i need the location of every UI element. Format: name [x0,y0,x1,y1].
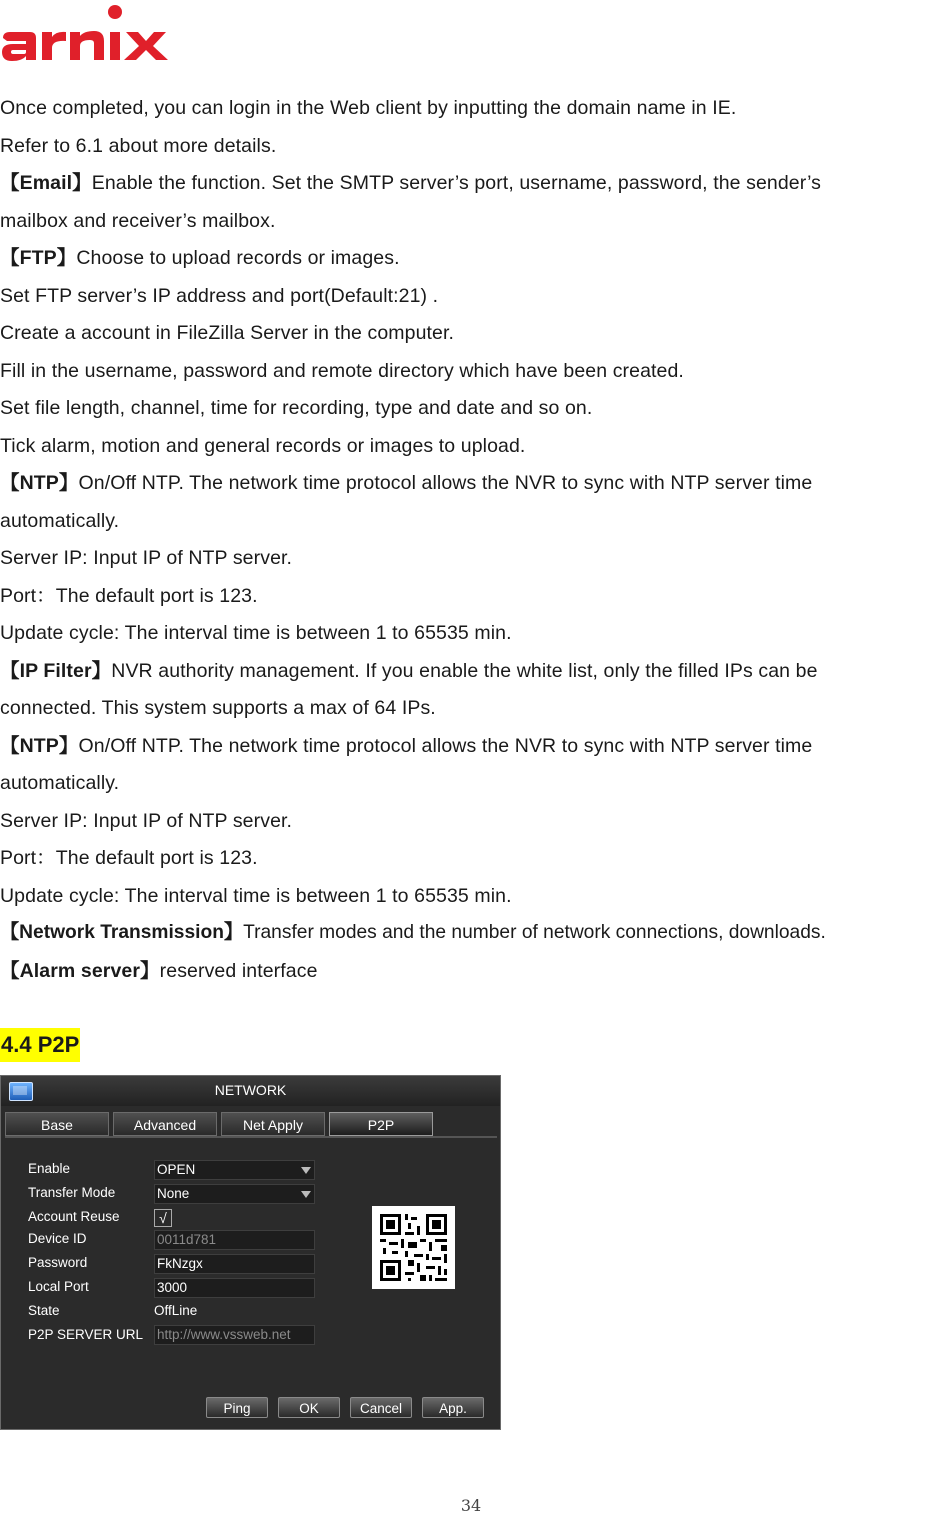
text-line: 【FTP】Choose to upload records or images. [0,247,400,269]
server-url-label: P2P SERVER URL [28,1327,144,1342]
password-label: Password [28,1255,88,1270]
arnix-logo [0,0,172,66]
enable-label: Enable [28,1161,71,1176]
page-number: 34 [460,1496,482,1515]
text-line: Port：The default port is 123. [0,585,258,607]
device-id-label: Device ID [28,1231,87,1246]
transfer-mode-select[interactable] [154,1184,315,1204]
cancel-button[interactable]: Cancel [350,1397,412,1418]
text-line: 【NTP】On/Off NTP. The network time protocol allows the NVR to sync with NTP server time [0,735,813,757]
text-line: Create a account in FileZilla Server in the computer. [0,322,455,344]
password-field[interactable]: FkNzgx [154,1254,315,1274]
window-title: NETWORK [214,1082,287,1098]
qr-code-icon [372,1206,455,1289]
text-line: automatically. [0,772,120,794]
server-url-field: http://www.vssweb.net [154,1325,315,1345]
device-id-field: 0011d781 [154,1230,315,1250]
state-label: State [28,1303,60,1318]
local-port-field[interactable]: 3000 [154,1278,315,1298]
text-line: Refer to 6.1 about more details. [0,135,277,157]
text-line: 【Email】Enable the function. Set the SMTP server’s port, username, password, the sender’s [0,172,822,194]
text-line: 【Network Transmission】Transfer modes and the number of network connections, downloads. [0,922,826,943]
text-line: 【Alarm server】reserved interface [0,960,318,982]
title-bar [1,1076,500,1106]
tab-p2p[interactable]: P2P [329,1112,433,1136]
text-line: Set file length, channel, time for recording, type and date and so on. [0,397,593,419]
tab-net-apply[interactable]: Net Apply [221,1112,325,1136]
tab-base[interactable]: Base [5,1112,109,1136]
tab-advanced[interactable]: Advanced [113,1112,217,1136]
text-line: automatically. [0,510,120,532]
dropdown-arrow-icon [301,1191,311,1198]
text-line: Set FTP server’s IP address and port(Default:21) . [0,285,439,307]
network-window [0,1075,501,1430]
text-line: Server IP: Input IP of NTP server. [0,547,293,569]
text-line: connected. This system supports a max of 64 IPs. [0,697,436,719]
text-line: Update cycle: The interval time is between 1 to 65535 min. [0,622,512,644]
enable-select[interactable] [154,1160,315,1180]
dropdown-arrow-icon [301,1167,311,1174]
text-line: mailbox and receiver’s mailbox. [0,210,276,232]
account-reuse-label: Account Reuse [28,1209,120,1224]
text-line: Fill in the username, password and remote directory which have been created. [0,360,684,382]
text-line: Port：The default port is 123. [0,847,258,869]
ok-button[interactable]: OK [278,1397,340,1418]
ping-button[interactable]: Ping [206,1397,268,1418]
account-reuse-checkbox[interactable]: √ [154,1209,172,1227]
transfer-mode-value: None [157,1186,190,1201]
state-value: OffLine [154,1303,198,1318]
section-heading: 4.4 P2P [0,1028,80,1062]
text-line: 【IP Filter】NVR authority management. If you enable the white list, only the filled IPs can be [0,660,818,682]
tab-bar [5,1112,497,1138]
text-line: Tick alarm, motion and general records or images to upload. [0,435,526,457]
transfer-mode-label: Transfer Mode [28,1185,116,1200]
text-line: 【NTP】On/Off NTP. The network time protocol allows the NVR to sync with NTP server time [0,472,813,494]
text-line: Once completed, you can login in the Web client by inputting the domain name in IE. [0,97,737,119]
text-line: Update cycle: The interval time is between 1 to 65535 min. [0,885,512,907]
enable-value: OPEN [157,1162,196,1177]
text-line: Server IP: Input IP of NTP server. [0,810,293,832]
local-port-label: Local Port [28,1279,89,1294]
apply-button[interactable]: App. [422,1397,484,1418]
